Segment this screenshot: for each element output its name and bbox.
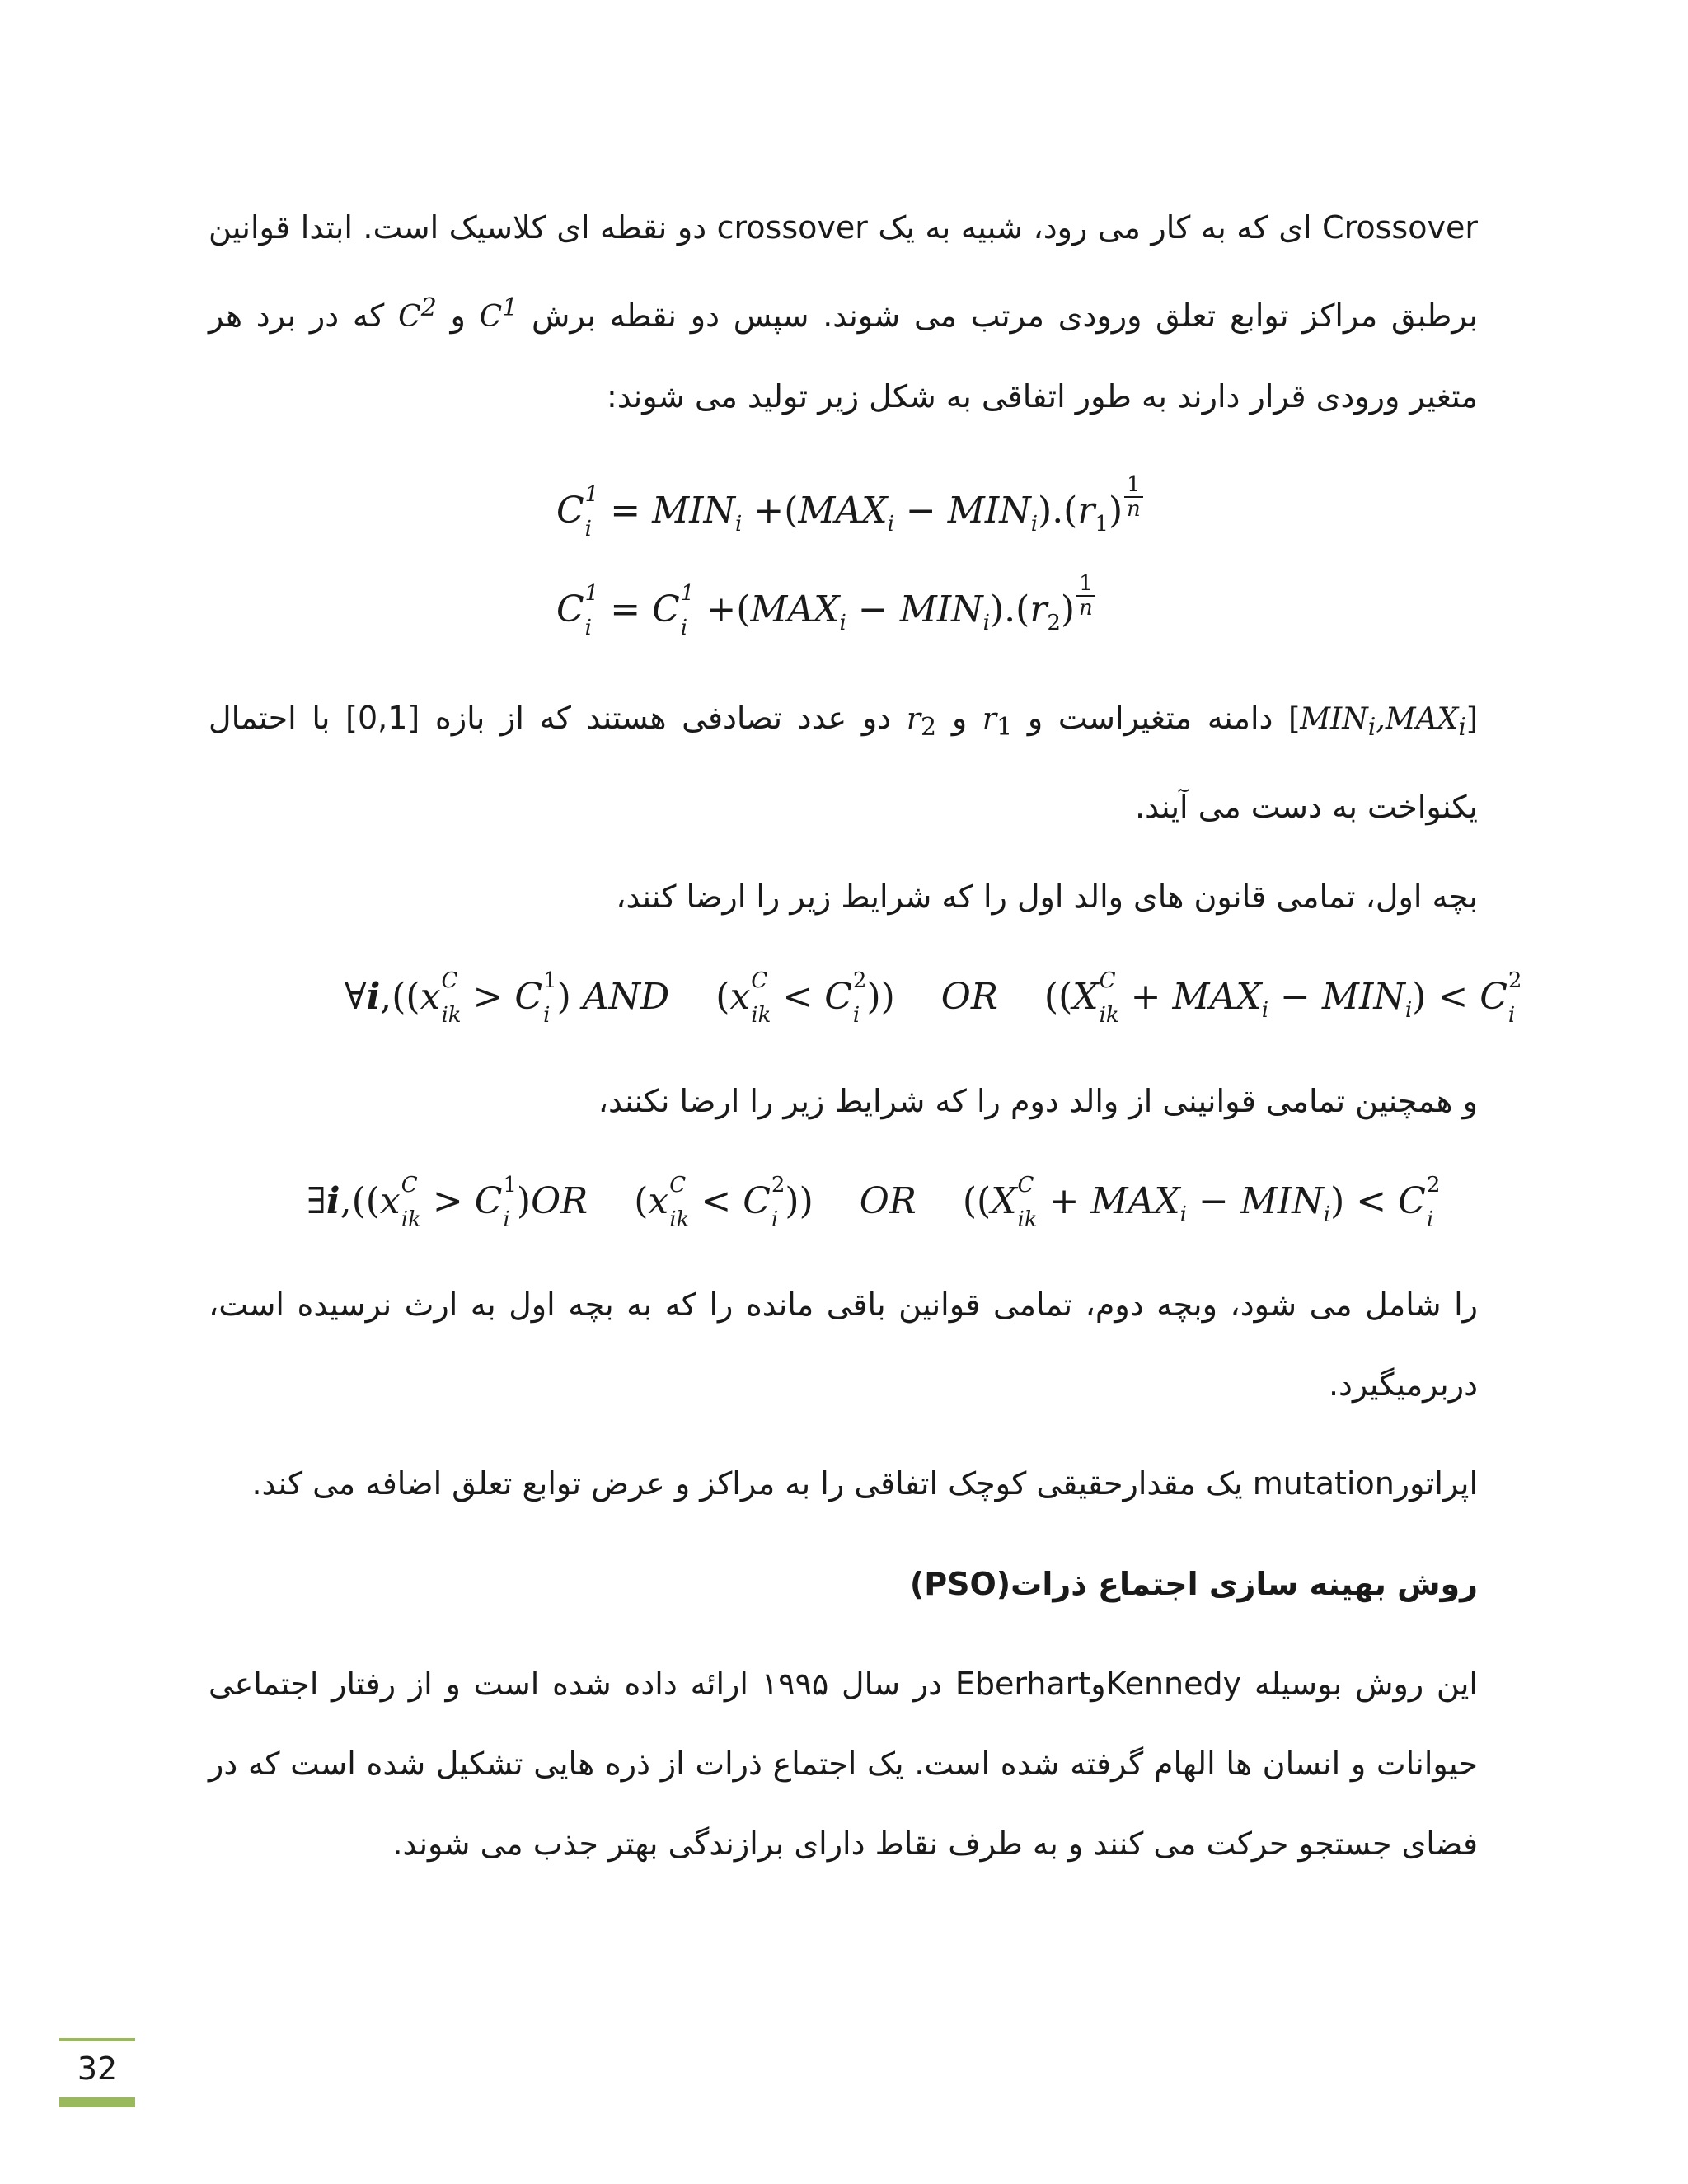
- eq-frac-num: 1: [1124, 473, 1143, 498]
- text-segment: ای که به کار می رود، شبیه به یک: [878, 209, 1312, 246]
- eq-sub: i: [852, 1002, 860, 1028]
- math-sup: 1: [502, 293, 518, 322]
- eq-symbol: C: [474, 1180, 503, 1222]
- eq-subsup: [771, 1172, 785, 1232]
- eq-symbol: C: [514, 976, 543, 1018]
- paragraph-first-child: [209, 857, 1478, 937]
- eq-paren: ): [1330, 1180, 1345, 1222]
- eq-sup: 1: [584, 481, 599, 507]
- text-segment: که در برد هر متغیر ورودی قرار دارند به طور اتفاقی به شکل زیر تولید می شوند:: [209, 298, 1478, 415]
- eq-paren: )): [785, 1180, 814, 1222]
- inline-math-c1: [479, 293, 518, 334]
- eq-sub: i: [1030, 511, 1039, 537]
- math-separator: ,: [1376, 702, 1386, 736]
- eq-paren: ): [556, 976, 571, 1018]
- inline-math-c2: [398, 293, 437, 334]
- eq-sub: i: [982, 610, 990, 635]
- eq-logic-and: AND: [582, 976, 670, 1018]
- math-sub: i: [1458, 713, 1466, 743]
- eq-operator: <: [701, 1180, 732, 1222]
- eq-sup: C: [751, 968, 768, 993]
- math-symbol: r: [982, 702, 997, 736]
- eq-symbol: x: [420, 976, 441, 1018]
- eq-operator: <: [1437, 976, 1469, 1018]
- eq-paren: )): [866, 976, 895, 1018]
- footer-accent-line-top: [59, 2038, 135, 2041]
- interval-value: [0,1]: [345, 700, 420, 736]
- eq-subsup: [401, 1172, 421, 1232]
- paragraph-crossover-intro: [209, 188, 1478, 437]
- eq-sub: ik: [751, 1002, 771, 1028]
- eq-sup: C: [1017, 1172, 1034, 1197]
- equation-exists-condition: [307, 1172, 1441, 1240]
- eq-subsup: [669, 1172, 690, 1232]
- math-sub: i: [1367, 713, 1376, 743]
- eq-subsup: [503, 1172, 517, 1232]
- eq-paren: ((: [1043, 976, 1073, 1018]
- eq-paren: ): [1060, 588, 1076, 630]
- equation-c1-first: [556, 472, 1143, 549]
- author-kennedy: Kennedy: [1105, 1666, 1242, 1702]
- eq-subsup: [680, 580, 695, 640]
- eq-symbol: r: [1029, 588, 1048, 630]
- eq-symbol: r: [1077, 490, 1095, 532]
- eq-sup: C: [1099, 968, 1116, 993]
- paragraph-mutation: [209, 1444, 1478, 1524]
- eq-frac-den: n: [1127, 497, 1141, 523]
- eq-sub: i: [1179, 1202, 1187, 1227]
- eq-symbol: x: [379, 1180, 401, 1222]
- eq-symbol: i: [366, 976, 381, 1018]
- eq-sub: i: [839, 610, 846, 635]
- eq-symbol: x: [729, 976, 751, 1018]
- eq-symbol: MAX: [798, 490, 888, 532]
- term-crossover-lower: crossover: [716, 209, 868, 246]
- eq-sub: i: [735, 511, 743, 537]
- eq-operator: <: [782, 976, 814, 1018]
- footer-accent-line-bottom: [59, 2097, 135, 2107]
- equation-c1-second: [556, 571, 1095, 648]
- eq-frac-den: n: [1078, 596, 1093, 621]
- eq-symbol: X: [1072, 976, 1099, 1018]
- eq-symbol: MIN: [899, 588, 983, 630]
- math-sub: 2: [921, 713, 937, 743]
- eq-operator: −: [1280, 976, 1311, 1018]
- eq-fraction-exponent: [1124, 473, 1143, 521]
- text-segment: در سال ۱۹۹۵ ارائه داده شده است و از رفتار اجتماعی حیوانات و انسان ها الهام گرفته شده است. یک اجتماع ذرات از ذره هایی تشکیل شده است که در فضای جستجو حرکت می کنند و به طرف نقاط دارای برازندگی بهتر جذب می شوند.: [209, 1666, 1478, 1862]
- eq-symbol: C: [556, 490, 584, 532]
- inline-math-range: [1288, 702, 1478, 743]
- eq-symbol: X: [991, 1180, 1017, 1222]
- eq-operator: −: [857, 588, 889, 630]
- eq-paren: ((: [962, 1180, 992, 1222]
- text-segment: و همچنین تمامی قوانینی از والد دوم را که شرایط زیر را ارضا نکنند،: [598, 1083, 1478, 1119]
- eq-operator: +: [706, 588, 737, 630]
- math-symbol: r: [906, 702, 921, 736]
- eq-sup: 1: [503, 1172, 517, 1197]
- section-heading-pso: [209, 1544, 1478, 1624]
- text-segment: با احتمال یکنواخت به دست می آیند.: [209, 700, 1478, 826]
- eq-symbol: i: [326, 1180, 340, 1222]
- text-segment: بچه اول، تمامی قانون های والد اول را که شرایط زیر را ارضا کنند،: [616, 879, 1478, 915]
- inline-math-r1: [982, 702, 1013, 743]
- heading-text: روش بهینه سازی اجتماع ذرات: [1010, 1566, 1478, 1602]
- math-bracket: [: [1288, 702, 1301, 736]
- eq-symbol: MIN: [1321, 976, 1405, 1018]
- eq-sub: i: [1404, 997, 1413, 1023]
- math-symbol: C: [398, 300, 421, 334]
- term-crossover: Crossover: [1322, 209, 1478, 246]
- eq-symbol: C: [556, 588, 584, 630]
- eq-operator: +: [1130, 976, 1161, 1018]
- eq-symbol: MAX: [750, 588, 840, 630]
- eq-paren: (: [784, 490, 799, 532]
- text-segment: دامنه متغیراست و: [1027, 700, 1273, 736]
- eq-operator: >: [432, 1180, 463, 1222]
- eq-operator: =: [610, 490, 641, 532]
- eq-symbol: C: [824, 976, 852, 1018]
- eq-sub: i: [771, 1207, 779, 1232]
- eq-paren: (: [634, 1180, 649, 1222]
- eq-sub: ik: [1099, 1002, 1119, 1028]
- eq-sub: i: [543, 1002, 551, 1028]
- equation-forall-condition: [345, 968, 1522, 1035]
- text-segment: و: [450, 298, 466, 334]
- eq-logic-or: OR: [531, 1180, 588, 1222]
- eq-symbol: MIN: [947, 490, 1031, 532]
- eq-sup: 1: [543, 968, 557, 993]
- eq-operator: =: [610, 588, 641, 630]
- eq-subsup: [852, 968, 867, 1028]
- text-segment: و: [951, 700, 968, 736]
- eq-sub: ik: [1017, 1207, 1038, 1232]
- eq-operator: +: [1048, 1180, 1080, 1222]
- eq-sub: 1: [1095, 511, 1109, 537]
- eq-symbol: x: [648, 1180, 669, 1222]
- math-sub: 1: [996, 713, 1013, 743]
- eq-subsup: [751, 968, 771, 1028]
- text-segment: دو عدد تصادفی هستند که از بازه: [434, 700, 892, 736]
- eq-paren: ,((: [340, 1180, 380, 1222]
- eq-subsup: [1099, 968, 1119, 1028]
- eq-symbol: C: [652, 588, 680, 630]
- eq-operator: −: [905, 490, 936, 532]
- eq-sup: 1: [680, 580, 695, 606]
- math-symbol: C: [479, 300, 503, 334]
- eq-logic-or: OR: [940, 976, 998, 1018]
- eq-paren: ).(: [1038, 490, 1078, 532]
- eq-sub: i: [1261, 997, 1269, 1023]
- eq-sub: i: [584, 615, 592, 640]
- eq-logic-or: OR: [859, 1180, 917, 1222]
- eq-sup: C: [441, 968, 458, 993]
- eq-subsup: [584, 481, 599, 541]
- eq-sub: i: [584, 516, 592, 541]
- eq-subsup: [543, 968, 557, 1028]
- eq-sup: 2: [771, 1172, 785, 1197]
- paragraph-second-parent: [209, 1062, 1478, 1141]
- eq-sub: ik: [401, 1207, 421, 1232]
- eq-paren: ,((: [380, 976, 420, 1018]
- eq-operator: >: [472, 976, 504, 1018]
- inline-math-r2: [906, 702, 937, 743]
- eq-symbol: C: [743, 1180, 771, 1222]
- paragraph-pso-description: [209, 1644, 1478, 1884]
- math-symbol: MAX: [1385, 702, 1459, 736]
- eq-fraction-exponent: [1076, 572, 1095, 620]
- eq-sup: 2: [852, 968, 867, 993]
- text-segment: دو نقطه ای کلاسیک است. ابتدا قوانین برطبق مراکز توابع تعلق ورودی مرتب می شوند. سپس دو نقطه برش: [209, 209, 1478, 334]
- eq-subsup: [584, 580, 599, 640]
- eq-symbol: MAX: [1172, 976, 1262, 1018]
- paragraph-range-definition: [209, 678, 1478, 847]
- eq-sub: ik: [441, 1002, 462, 1028]
- eq-subsup: [1017, 1172, 1038, 1232]
- eq-sup: C: [669, 1172, 687, 1197]
- eq-sup: 2: [1507, 968, 1522, 993]
- page-number: 32: [77, 2050, 118, 2087]
- eq-sub: i: [680, 615, 688, 640]
- eq-sub: i: [503, 1207, 510, 1232]
- eq-sub: i: [1323, 1202, 1331, 1227]
- text-segment: و: [1090, 1666, 1106, 1702]
- eq-sub: i: [887, 511, 894, 537]
- eq-symbol: MAX: [1090, 1180, 1180, 1222]
- eq-subsup: [1507, 968, 1522, 1028]
- eq-sup: 1: [584, 580, 599, 606]
- eq-sup: 2: [1426, 1172, 1441, 1197]
- eq-symbol: C: [1398, 1180, 1426, 1222]
- eq-paren: ): [1412, 976, 1427, 1018]
- eq-symbol: MIN: [1240, 1180, 1324, 1222]
- text-segment: یک مقدارحقیقی کوچک اتفاقی را به مراکز و عرض توابع تعلق اضافه می کند.: [251, 1465, 1243, 1502]
- heading-acronym: (PSO): [909, 1566, 1011, 1602]
- eq-paren: (: [736, 588, 751, 630]
- eq-paren: ): [1108, 490, 1123, 532]
- eq-operator: +: [753, 490, 785, 532]
- eq-symbol: C: [1479, 976, 1507, 1018]
- term-mutation: mutation: [1252, 1465, 1395, 1502]
- math-symbol: MIN: [1300, 702, 1368, 736]
- eq-operator: −: [1198, 1180, 1229, 1222]
- text-segment: را شامل می شود، وبچه دوم، تمامی قوانین باقی مانده را که به بچه اول به ارث نرسیده است، دربرمیگیرد.: [209, 1286, 1478, 1403]
- eq-sub: i: [1426, 1207, 1434, 1232]
- paragraph-second-child: [209, 1265, 1478, 1425]
- math-sup: 2: [420, 293, 437, 322]
- eq-sup: C: [401, 1172, 418, 1197]
- eq-paren: (: [715, 976, 730, 1018]
- text-segment: این روش بوسیله: [1254, 1666, 1478, 1702]
- author-eberhart: Eberhart: [954, 1666, 1091, 1702]
- eq-paren: ): [516, 1180, 532, 1222]
- eq-operator: <: [1356, 1180, 1387, 1222]
- eq-frac-num: 1: [1076, 572, 1095, 597]
- eq-symbol: MIN: [652, 490, 736, 532]
- eq-sub: 2: [1047, 610, 1061, 635]
- eq-quantifier: ∀: [345, 976, 367, 1018]
- eq-paren: ).(: [989, 588, 1030, 630]
- eq-quantifier: ∃: [307, 1180, 326, 1222]
- math-bracket: ]: [1465, 702, 1478, 736]
- text-segment: اپراتور: [1394, 1465, 1478, 1502]
- eq-sub: ik: [669, 1207, 690, 1232]
- eq-sub: i: [1507, 1002, 1516, 1028]
- eq-subsup: [441, 968, 462, 1028]
- eq-subsup: [1426, 1172, 1441, 1232]
